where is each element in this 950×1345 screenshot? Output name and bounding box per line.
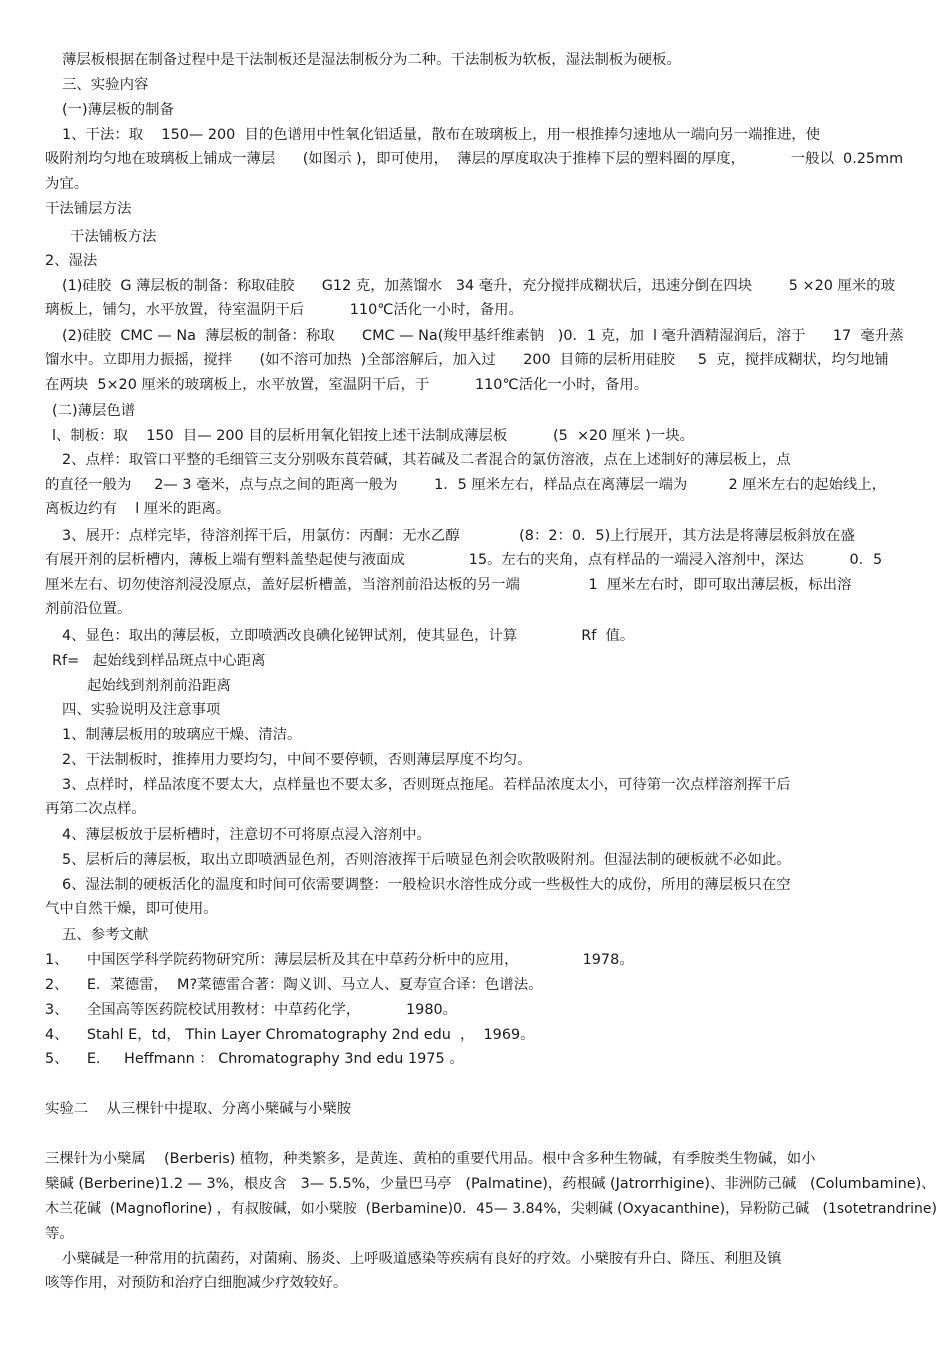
text-line: 厘米左右、切勿使溶剂浸没原点，盖好层析槽盖，当溶剂前沿达板的另一端 1 厘米左右时，即可取出薄层板，标出溶 [45, 577, 852, 593]
figure-caption: 干法铺板方法 [70, 229, 157, 245]
text-line: 馏水中。立即用力振摇，搅拌 (如不溶可加热 )全部溶解后，加入过 200 目筛的层析用硅胶 5 克，搅拌成糊状，均匀地铺 [45, 352, 889, 368]
text-line: 木兰花碱 (Magnoflorine) ，有叔胺碱，如小檗胺 (Berbamine)0．45— 3.84%，尖刺碱 (Oxyacanthine)，异粉防己碱 (1sotetrandrine) [45, 1201, 937, 1217]
text-line: 在两块 5×20 厘米的玻璃板上，水平放置，室温阴干后，于 110℃活化一小时，备用。 [45, 377, 649, 393]
subsection-heading: (二)薄层色谱 [52, 403, 136, 419]
text-line: 4、显色：取出的薄层板，立即喷洒改良碘化铋钾试剂，使其显色，计算 Rf 值。 [62, 628, 635, 644]
text-line: 三棵针为小檗属 (Berberis) 植物，种类繁多，是黄连、黄柏的重要代用品。根中含多种生物碱，有季胺类生物碱，如小 [45, 1151, 816, 1167]
text-line: 为宜。 [45, 176, 89, 192]
section-heading: 四、实验说明及注意事项 [62, 702, 221, 718]
text-line: 1、制薄层板用的玻璃应干燥、清洁。 [62, 727, 302, 743]
text-line: 4、薄层板放于层析槽时，注意切不可将原点浸入溶剂中。 [62, 827, 431, 843]
text-line: 咳等作用，对预防和治疗白细胞减少疗效较好。 [45, 1275, 348, 1291]
formula-denominator: 起始线到剂剂前沿距离 [87, 678, 231, 694]
text-line: (2)硅胶 CMC — Na 薄层板的制备：称取 CMC — Na(羧甲基纤维素钠 )0．1 克，加 l 毫升酒精湿润后，溶于 17 毫升蒸 [62, 328, 904, 344]
reference-item: 5、 E． Heffmann ： Chromatography 3nd edu 1975 。 [45, 1051, 464, 1067]
text-line: 气中自然干燥，即可使用。 [45, 901, 218, 917]
text-line: 剂前沿位置。 [45, 601, 132, 617]
text-line: 2、点样：取管口平整的毛细管三支分别吸东莨菪碱，其若碱及二者混合的氯仿溶液，点在上述制好的薄层板上，点 [62, 452, 791, 468]
text-line: 5、层析后的薄层板，取出立即喷洒显色剂，否则溶液挥干后喷显色剂会吹散吸附剂。但湿法制的硬板就不必如此。 [62, 852, 791, 868]
reference-item: 1、 中国医学科学院药物研究所：薄层层析及其在中草药分析中的应用， 1978。 [45, 952, 634, 968]
text-line: 再第二次点样。 [45, 801, 146, 817]
text-line: l、制板：取 150 目— 200 目的层析用氧化铝按上述干法制成薄层板 (5 ×20 厘米 )一块。 [52, 428, 695, 444]
text-line: (1)硅胶 G 薄层板的制备：称取硅胶 G12 克，加蒸馏水 34 毫升，充分搅拌成糊状后，迅速分倒在四块 5 ×20 厘米的玻 [62, 278, 896, 294]
section-heading: 五、参考文献 [62, 927, 149, 943]
text-line: 璃板上，铺匀，水平放置，待室温阴干后 110℃活化一小时，备用。 [45, 302, 523, 318]
text-line: 2、湿法 [45, 253, 98, 269]
text-line: 的直径一般为 2— 3 毫米，点与点之间的距离一般为 1．5 厘米左右，样品点在离薄层一端为 2 厘米左右的起始线上， [45, 477, 887, 493]
text-line: 檗碱 (Berberine)1.2 — 3%，根皮含 3— 5.5%，少量巴马亭 (Palmatine)，药根碱 (Jatrorrhigine)、非洲防己碱 (Columbamine)、 [45, 1176, 936, 1192]
text-line: 2、干法制板时，推捧用力要均匀，中间不要停顿，否则薄层厚度不均匀。 [62, 752, 532, 768]
text-line: 等。 [45, 1226, 74, 1242]
experiment-title: 实验二 从三棵针中提取、分离小檗碱与小檗胺 [45, 1101, 352, 1117]
text-line: 3、展开：点样完毕，待溶剂挥干后，用氯仿：丙酮：无水乙醇 (8：2：0．5)上行展开，其方法是将薄层板斜放在盛 [62, 528, 855, 544]
text-line: 3、点样时，样品浓度不要太大，点样量也不要太多，否则斑点拖尾。若样品浓度太小，可待第一次点样溶剂挥干后 [62, 777, 791, 793]
reference-item: 2、 E．菜德雷， M?菜德雷合著：陶义训、马立人、夏寿宣合译：色谱法。 [45, 977, 543, 993]
section-heading: 三、实验内容 [62, 77, 149, 93]
reference-item: 3、 全国高等医药院校试用教材：中草药化学， 1980。 [45, 1002, 458, 1018]
formula-numerator: Rf= 起始线到样品斑点中心距离 [52, 653, 266, 669]
text-line: 有展开剂的层析槽内，薄板上端有塑料盖垫起使与液面成 15。左右的夹角，点有样品的一端浸入溶剂中，深达 0．5 [45, 552, 883, 568]
text-line: 吸附剂均匀地在玻璃板上铺成一薄层 (如图示 )，即可使用， 薄层的厚度取决于推棒下层的塑料圈的厚度， 一般以 0.25mm [45, 151, 904, 167]
reference-item: 4、 Stahl E，td， Thin Layer Chromatography 2nd edu ， 1969。 [45, 1027, 535, 1043]
figure-caption: 干法铺层方法 [45, 201, 132, 217]
text-line: 离板边约有 l 厘米的距离。 [45, 501, 231, 517]
text-line: 6、湿法制的硬板活化的温度和时间可依需要调整：一般检识水溶性成分或一些极性大的成份，所用的薄层板只在空 [62, 877, 791, 893]
subsection-heading: (一)薄层板的制备 [62, 102, 174, 118]
text-line: 小檗碱是一种常用的抗菌药，对菌痢、肠炎、上呼吸道感染等疾病有良好的疗效。小檗胺有升白、降压、利胆及镇 [62, 1251, 782, 1267]
text-line: 薄层板根据在制备过程中是干法制板还是湿法制板分为二种。干法制板为软板，湿法制板为硬板。 [62, 52, 681, 68]
text-line: 1、干法：取 150— 200 目的色谱用中性氧化铝适量，散布在玻璃板上，用一根推捧匀速地从一端向另一端推进，使 [62, 127, 821, 143]
